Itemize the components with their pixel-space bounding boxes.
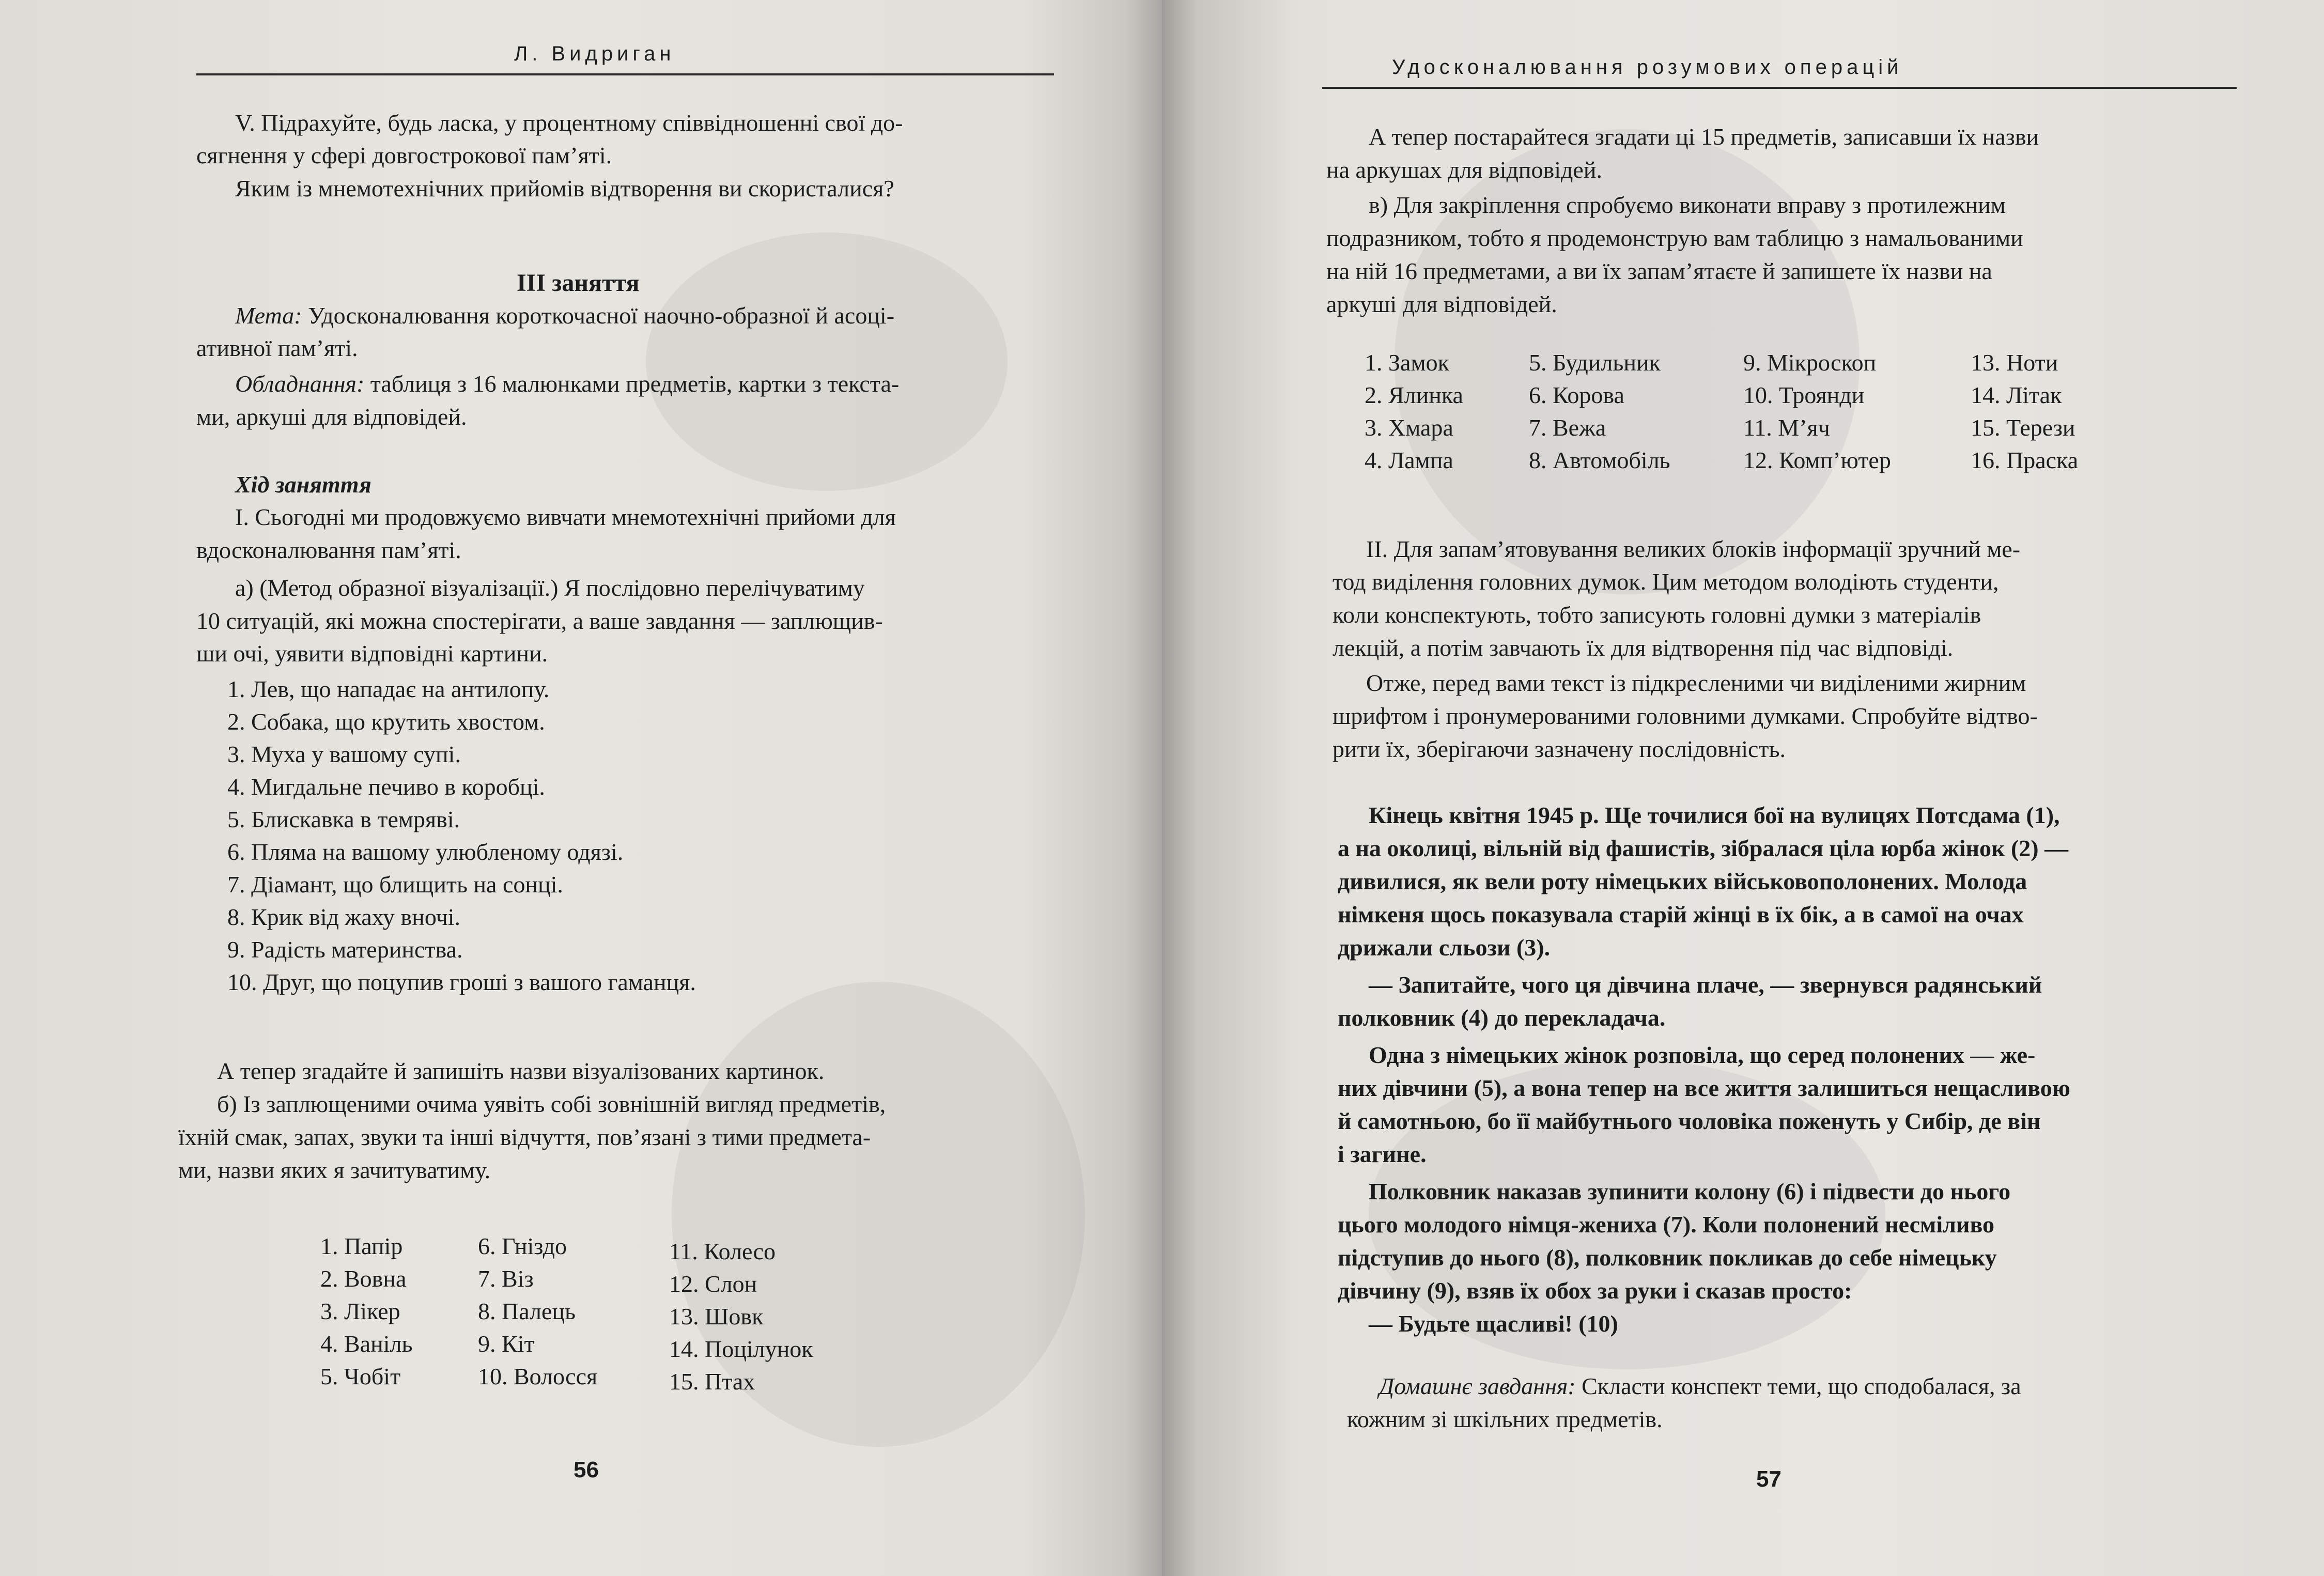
equipment-label: Обладнання: xyxy=(235,370,365,397)
story-line: Одна з німецьких жінок розповіла, що серед полонених — же- xyxy=(1369,1042,2036,1068)
list-item: 4. Лампа xyxy=(1365,447,1453,473)
list-item: 13. Ноти xyxy=(1971,349,2058,376)
paragraph-line: подразником, тобто я продемонструю вам таблицю з намальованими xyxy=(1326,225,2023,251)
paragraph-line: шрифтом і пронумерованими головними думками. Спробуйте відтво- xyxy=(1333,703,2038,729)
paragraph-line: вдосконалювання пам’яті. xyxy=(196,537,461,563)
running-head: Л. Видриган xyxy=(514,42,675,65)
list-item: 9. Кіт xyxy=(478,1331,535,1357)
list-item: 10. Троянди xyxy=(1743,382,1865,408)
header-rule xyxy=(196,73,1054,75)
paragraph-line: на аркушах для відповідей. xyxy=(1326,157,1602,183)
list-item: 1. Папір xyxy=(320,1233,403,1259)
word-list-column xyxy=(478,1230,597,1393)
list-item: 15. Терези xyxy=(1971,414,2075,441)
list-item: 12. Комп’ютер xyxy=(1743,447,1891,473)
paragraph-line: рити їх, зберігаючи зазначену послідовність. xyxy=(1333,736,1786,762)
list-item: 2. Собака, що крутить хвостом. xyxy=(227,708,545,735)
list-item: 8. Палець xyxy=(478,1298,576,1324)
object-list-column xyxy=(1971,346,2078,476)
list-item: 3. Муха у вашому супі. xyxy=(227,741,461,767)
story-line: них дівчини (5), а вона тепер на все життя залишиться нещасливою xyxy=(1338,1075,2070,1101)
intro-line: сягнення у сфері довгострокової пам’яті. xyxy=(196,142,612,168)
lesson-course-heading: Хід заняття xyxy=(235,471,371,498)
paragraph-line: 10 ситуацій, які можна спостерігати, а ваше завдання — заплющив- xyxy=(196,608,883,634)
bleed-through-shadow xyxy=(646,233,1008,491)
goal-line: ативної пам’яті. xyxy=(196,335,358,361)
list-item: 8. Крик від жаху вночі. xyxy=(227,904,461,930)
story-line: Кінець квітня 1945 р. Ще точилися бої на вулицях Потсдама (1), xyxy=(1369,802,2060,828)
list-item: 14. Літак xyxy=(1971,382,2062,408)
paragraph-line: Отже, перед вами текст із підкресленими чи виділеними жирним xyxy=(1366,670,2026,696)
right-page xyxy=(1162,0,2324,1576)
word-list-column xyxy=(669,1235,813,1398)
equipment-line: ми, аркуші для відповідей. xyxy=(196,404,467,430)
homework-line xyxy=(1379,1369,2021,1403)
paragraph-line: а) (Метод образної візуалізації.) Я послідовно перелічуватиму xyxy=(235,575,865,601)
story-line: німкеня щось показувала старій жінці в їх бік, а в самої на очах xyxy=(1338,901,2024,928)
list-item: 9. Мікроскоп xyxy=(1743,349,1877,376)
list-item: 4. Ваніль xyxy=(320,1331,413,1357)
equipment-line xyxy=(235,367,899,400)
story-line: дівчину (9), взяв їх обох за руки і сказав просто: xyxy=(1338,1277,1852,1304)
paragraph-line: б) Із заплющеними очима уявіть собі зовнішній вигляд предметів, xyxy=(217,1091,886,1117)
list-item: 6. Корова xyxy=(1529,382,1624,408)
equipment-text: таблиця з 16 малюнками предметів, картки з текста- xyxy=(370,370,900,397)
story-line: і загине. xyxy=(1338,1141,1427,1167)
object-list-column xyxy=(1529,346,1670,476)
list-item: 12. Слон xyxy=(669,1271,757,1297)
list-item: 9. Радість материнства. xyxy=(227,936,463,963)
story-line: полковник (4) до перекладача. xyxy=(1338,1005,1666,1031)
list-item: 4. Мигдальне печиво в коробці. xyxy=(227,774,545,800)
page-number: 56 xyxy=(574,1457,599,1482)
list-item: 7. Вежа xyxy=(1529,414,1606,441)
running-head: Удосконалювання розумових операцій xyxy=(1392,56,1903,79)
paragraph-line: ши очі, уявити відповідні картини. xyxy=(196,640,548,667)
paragraph-line: тод виділення головних думок. Цим методом володіють студенти, xyxy=(1333,568,1999,595)
header-rule xyxy=(1322,87,2237,89)
list-item: 1. Лев, що нападає на антилопу. xyxy=(227,676,550,702)
object-list-column xyxy=(1365,346,1463,476)
intro-line: V. Підрахуйте, будь ласка, у процентному співвідношенні свої до- xyxy=(235,110,903,136)
list-item: 2. Вовна xyxy=(320,1265,407,1292)
story-line: й самотньою, бо її майбутнього чоловіка поженуть у Сибір, де він xyxy=(1338,1108,2041,1134)
paragraph-line: І. Сьогодні ми продовжуємо вивчати мнемотехнічні прийоми для xyxy=(235,504,896,530)
list-item: 8. Автомобіль xyxy=(1529,447,1670,473)
list-item: 10. Друг, що поцупив гроші з вашого гаманця. xyxy=(227,969,696,995)
page-number: 57 xyxy=(1756,1466,1781,1492)
paragraph-line: в) Для закріплення спробуємо виконати вправу з протилежним xyxy=(1369,192,2006,218)
list-item: 15. Птах xyxy=(669,1368,755,1395)
list-item: 11. М’яч xyxy=(1743,414,1830,441)
list-item: 5. Будильник xyxy=(1529,349,1661,376)
paragraph-line: їхній смак, запах, звуки та інші відчуття, пов’язані з тими предмета- xyxy=(178,1124,871,1150)
paragraph-line: на ній 16 предметами, а ви їх запам’ятаєте й запишете їх назви на xyxy=(1326,258,1992,284)
list-item: 5. Блискавка в темряві. xyxy=(227,806,460,832)
list-item: 11. Колесо xyxy=(669,1238,776,1264)
paragraph-line: аркуші для відповідей. xyxy=(1326,291,1557,317)
object-list-column xyxy=(1743,346,1891,476)
story-line: Полковник наказав зупинити колону (6) і підвести до нього xyxy=(1369,1178,2011,1204)
goal-text: Удосконалювання короткочасної наочно-образної й асоці- xyxy=(308,302,895,329)
story-line: дивилися, як вели роту німецьких військовополонених. Молода xyxy=(1338,868,2027,894)
story-line: — Запитайте, чого ця дівчина плаче, — звернувся радянський xyxy=(1369,971,2042,998)
story-line: підступив до нього (8), полковник покликав до себе німецьку xyxy=(1338,1244,1997,1271)
homework-label: Домашнє завдання: xyxy=(1379,1373,1576,1399)
story-line: цього молодого німця-жениха (7). Коли полонений несміливо xyxy=(1338,1211,1994,1238)
list-item: 7. Діамант, що блищить на сонці. xyxy=(227,871,563,898)
list-item: 14. Поцілунок xyxy=(669,1336,813,1362)
list-item: 13. Шовк xyxy=(669,1303,764,1330)
list-item: 10. Волосся xyxy=(478,1363,598,1389)
word-list-column xyxy=(320,1230,412,1393)
section-heading: III заняття xyxy=(517,269,640,297)
goal-label: Мета: xyxy=(235,302,302,329)
story-line: дрижали сльози (3). xyxy=(1338,934,1551,961)
list-item: 3. Хмара xyxy=(1365,414,1453,441)
list-item: 2. Ялинка xyxy=(1365,382,1463,408)
paragraph-line: А тепер постарайтеся згадати ці 15 предметів, записавши їх назви xyxy=(1369,123,2039,150)
goal-line xyxy=(235,299,894,332)
situation-list xyxy=(227,673,696,998)
list-item: 3. Лікер xyxy=(320,1298,400,1324)
paragraph-line: II. Для запам’ятовування великих блоків інформації зручний ме- xyxy=(1366,536,2021,562)
list-item: 16. Праска xyxy=(1971,447,2079,473)
list-item: 1. Замок xyxy=(1365,349,1449,376)
list-item: 7. Віз xyxy=(478,1265,534,1292)
homework-line: кожним зі шкільних предметів. xyxy=(1347,1406,1663,1432)
paragraph-line: ми, назви яких я зачитуватиму. xyxy=(178,1157,491,1183)
paragraph-line: А тепер згадайте й запишіть назви візуалізованих картинок. xyxy=(217,1058,825,1084)
story-line: — Будьте щасливі! (10) xyxy=(1369,1310,1618,1337)
story-line: а на околиці, вільній від фашистів, зібралася ціла юрба жінок (2) — xyxy=(1338,835,2069,861)
list-item: 5. Чобіт xyxy=(320,1363,401,1389)
paragraph-line: коли конспектують, тобто записують головні думки з матеріалів xyxy=(1333,601,1981,628)
list-item: 6. Пляма на вашому улюбленому одязі. xyxy=(227,839,624,865)
homework-text: Скласти конспект теми, що сподобалася, за xyxy=(1582,1373,2021,1399)
paragraph-line: лекцій, а потім завчають їх для відтворення під час відповіді. xyxy=(1333,635,1954,661)
list-item: 6. Гніздо xyxy=(478,1233,567,1259)
intro-line: Яким із мнемотехнічних прийомів відтворення ви скористалися? xyxy=(235,175,894,202)
